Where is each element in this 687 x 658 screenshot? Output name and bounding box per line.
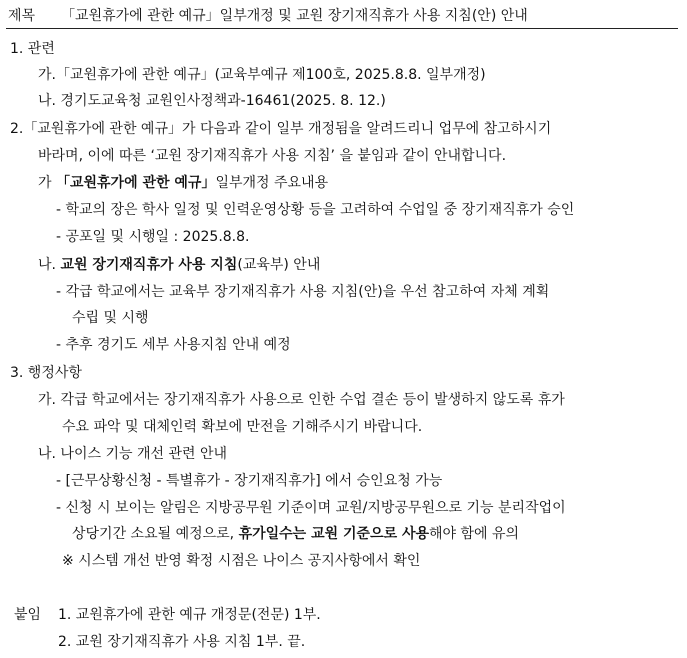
section-2-item-b-bold: 교원 장기재직휴가 사용 지침	[60, 257, 238, 273]
section-2-item-a-rest: 일부개정 주요내용	[215, 175, 329, 191]
section-3-item-b-bullet-1: - [근무상황신청 - 특별휴가 - 장기재직휴가] 에서 승인요청 가능	[56, 473, 443, 489]
section-3-item-b: 나. 나이스 기능 개선 관련 안내	[38, 446, 227, 462]
section-2-item-a-bold: 「교원휴가에 관한 예규」	[55, 175, 216, 191]
section-2-item-a-bullet-1: - 학교의 장은 학사 일정 및 인력운영상황 등을 고려하여 수업일 중 장기재직휴가 승인	[56, 202, 575, 218]
section-3-heading: 3. 행정사항	[10, 365, 82, 381]
document-title-row	[6, 2, 678, 29]
section-1-item-b: 나. 경기도교육청 교원인사정책과-16461(2025. 8. 12.)	[38, 93, 386, 109]
section-2-item-b	[38, 256, 320, 274]
document-title: 「교원휴가에 관한 예규」일부개정 및 교원 장기재직휴가 사용 지침(안) 안내	[61, 8, 528, 24]
notice-text-start: 상당기간 소요될 예정으로,	[72, 526, 239, 542]
section-1-item-a: 가.「교원휴가에 관한 예규」(교육부예규 제100호, 2025.8.8. 일부개정)	[38, 67, 486, 83]
section-2-item-b-marker: 나.	[38, 257, 61, 273]
section-3-item-b-bullet-2-line-1: - 신청 시 보이는 알림은 지방공무원 기준이며 교원/지방공무원으로 기능 분리작업이	[56, 500, 566, 516]
attachment-item-2: 2. 교원 장기재직휴가 사용 지침 1부. 끝.	[58, 634, 306, 650]
section-3-item-b-bullet-2-line-2	[72, 525, 519, 543]
notice-text-bold: 휴가일수는 교원 기준으로 사용	[238, 526, 430, 542]
section-3-item-a-line-1: 가. 각급 학교에서는 장기재직휴가 사용으로 인한 수업 결손 등이 발생하지 않도록 휴가	[38, 392, 565, 408]
section-2-item-b-bullet-1-line-1: - 각급 학교에서는 교육부 장기재직휴가 사용 지침(안)을 우선 참고하여 자체 계획	[56, 284, 550, 300]
attachments-label: 붙임	[14, 607, 42, 623]
section-2-line-2: 바라며, 이에 따른 ‘교원 장기재직휴가 사용 지침’ 을 붙임과 같이 안내합니다.	[38, 148, 507, 164]
section-2-line-1: 2.「교원휴가에 관한 예규」가 다음과 같이 일부 개정됨을 알려드리니 업무에 참고하시기	[10, 121, 552, 137]
section-2-item-a-marker: 가	[38, 175, 56, 191]
section-2-item-b-bullet-1-line-2: 수립 및 시행	[72, 310, 149, 326]
system-notice: ※ 시스템 개선 반영 확정 시점은 나이스 공지사항에서 확인	[62, 553, 421, 569]
title-label: 제목	[8, 8, 36, 24]
section-2-item-a	[38, 174, 328, 192]
notice-text-end: 해야 함에 유의	[429, 526, 520, 542]
section-2-item-a-bullet-2: - 공포일 및 시행일 : 2025.8.8.	[56, 229, 250, 245]
section-1-heading: 1. 관련	[10, 41, 55, 57]
section-3-item-a-line-2: 수요 파악 및 대체인력 확보에 만전을 기해주시기 바랍니다.	[62, 419, 423, 435]
section-2-item-b-bullet-2: - 추후 경기도 세부 사용지침 안내 예정	[56, 337, 291, 353]
section-2-item-b-rest: (교육부) 안내	[237, 257, 321, 273]
attachment-item-1: 1. 교원휴가에 관한 예규 개정문(전문) 1부.	[58, 607, 321, 623]
